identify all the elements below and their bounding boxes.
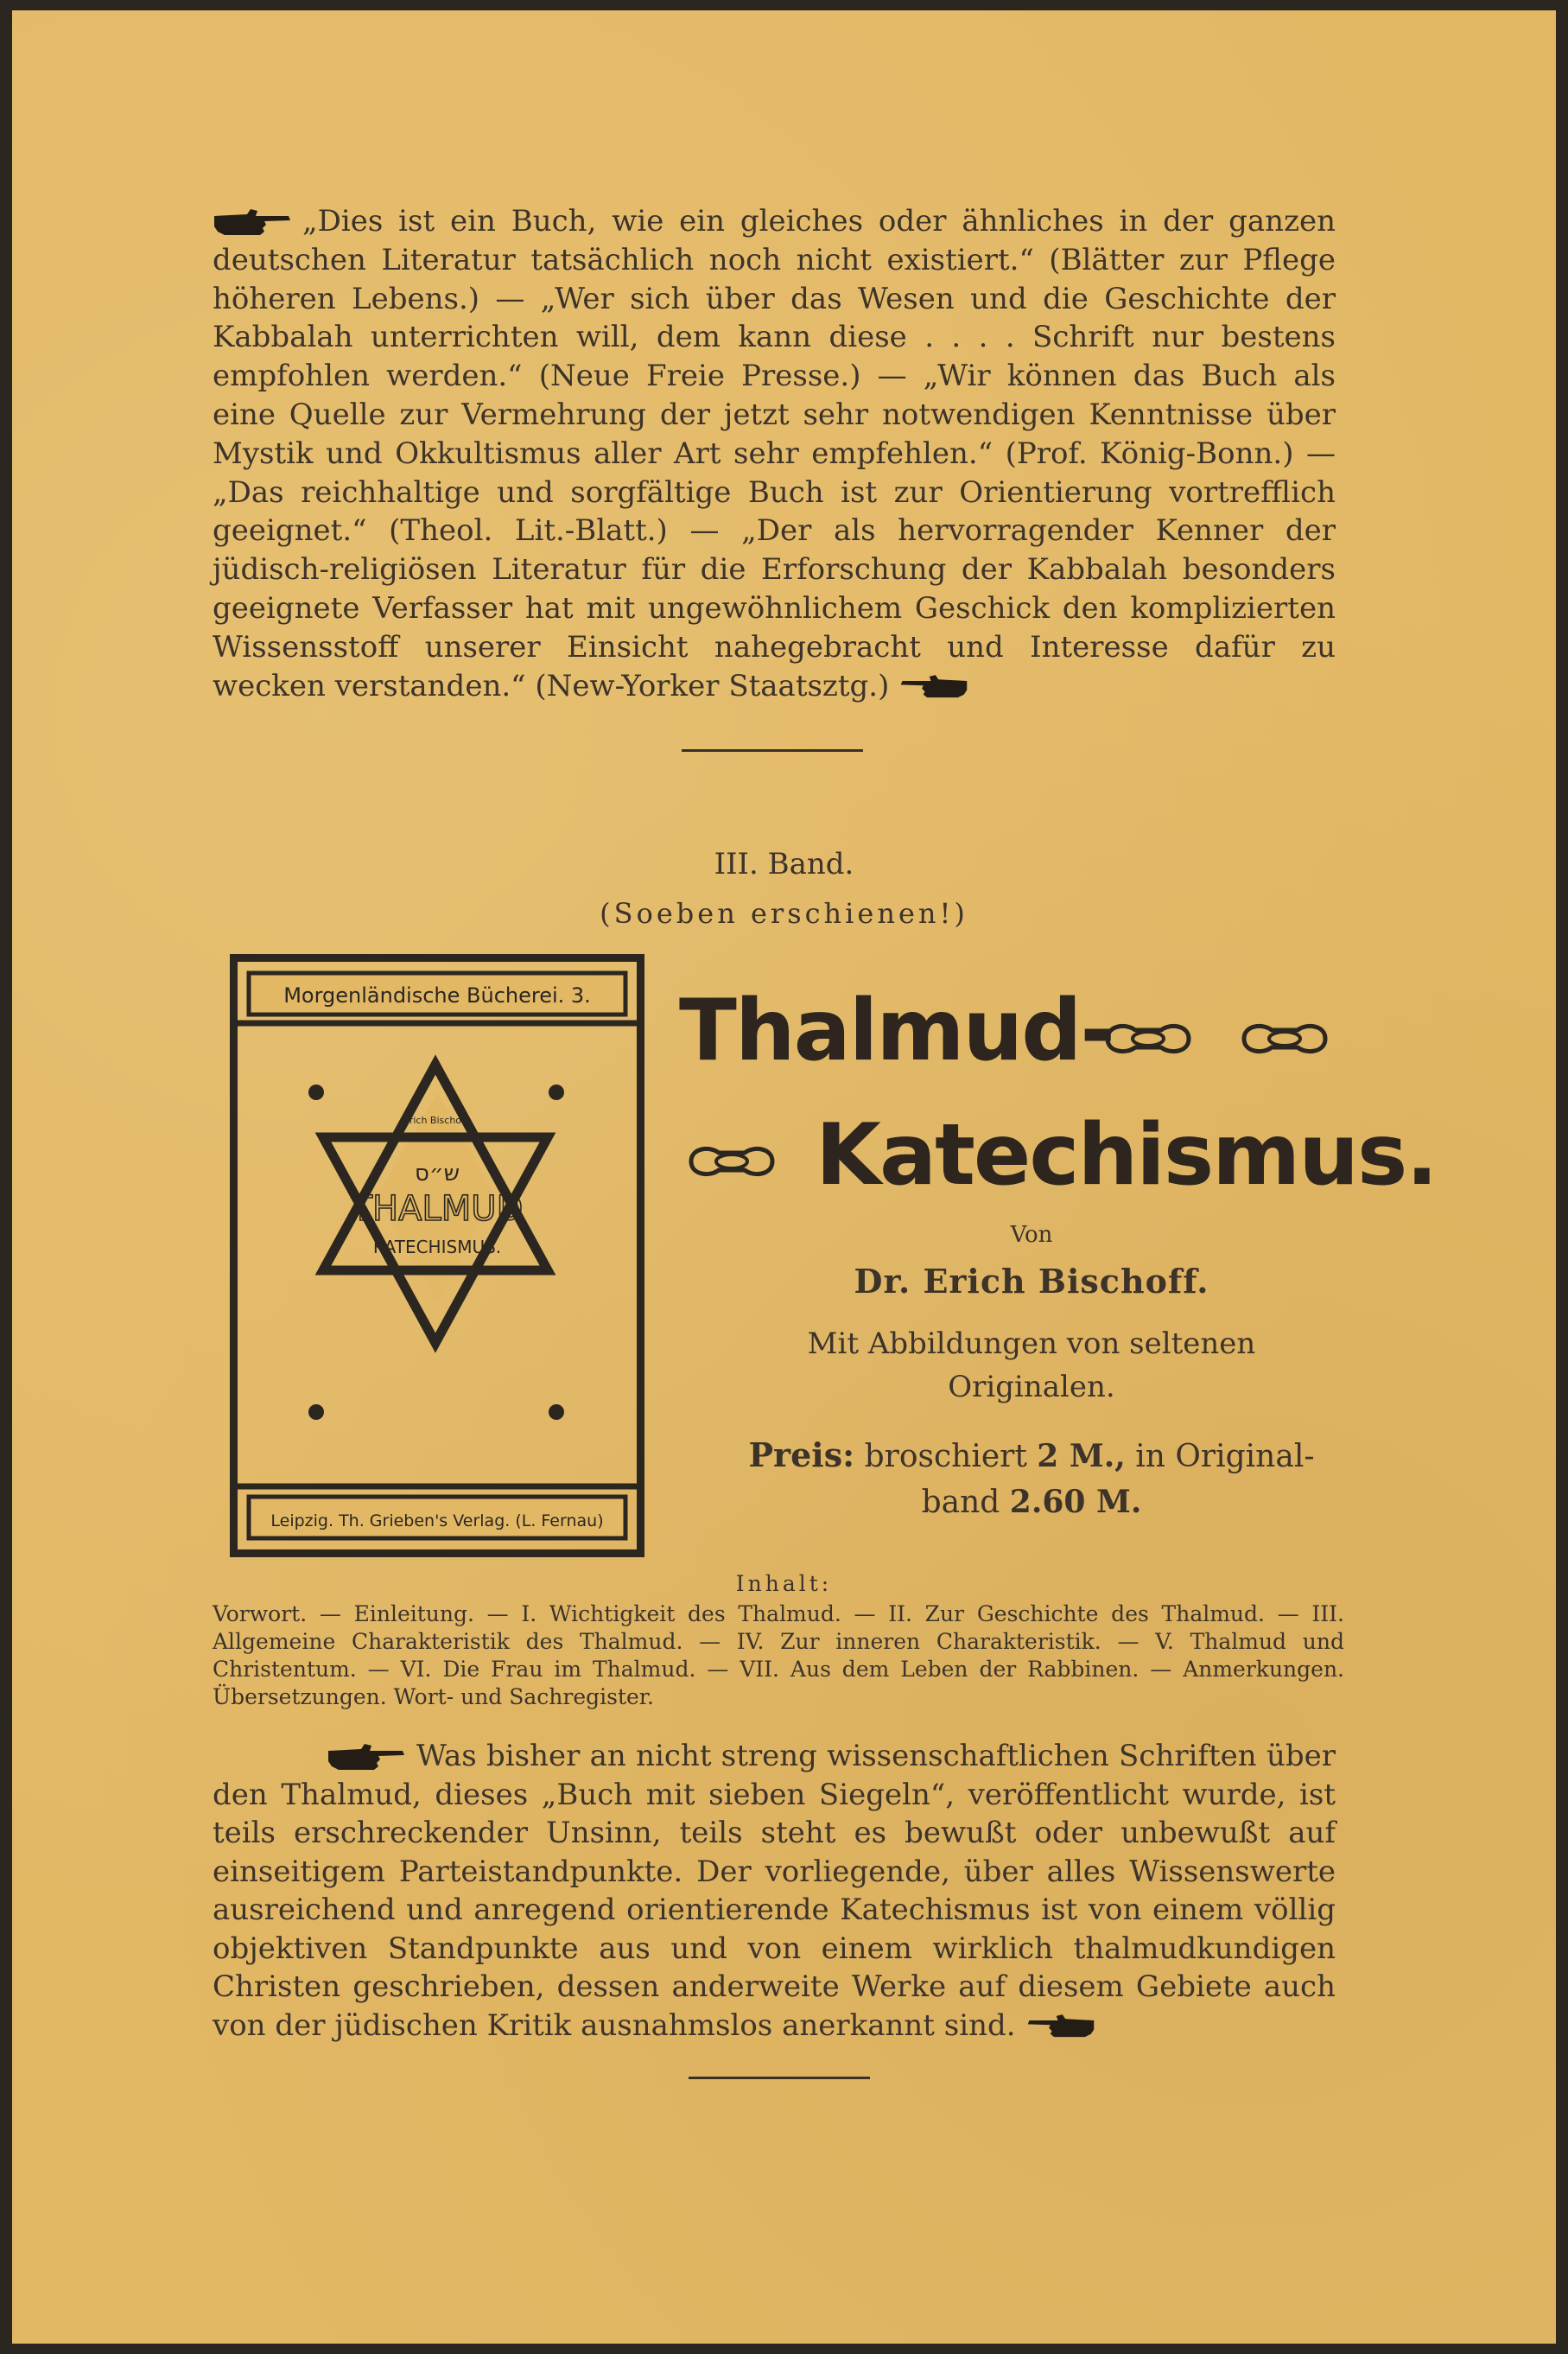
volume-label: III. Band. (714, 847, 854, 881)
book-description-text: Was bisher an nicht streng wissenschaftlichen Schriften über den Thalmud, dieses „Buch mit sieben Siegeln“, veröffentlicht wurde, ist teils erschreckender Unsinn, teils steht es bewußt oder unbewußt auf einseitigem Parteistandpunkte. Der vorliegende, über alles Wissenswerte ausreichend und anregend orientierende Katechismus ist von einem völlig objektiven Standpunkte aus und von einem wirklich thalmudkundigen Christen geschrieben, dessen anderweite Werke auf diesem Gebiete auch von der jüdischen Kritik ausnahmslos anerkannt sind. (213, 1739, 1336, 2043)
divider (682, 749, 863, 752)
book-title-line2: Katechismus. (816, 1106, 1437, 1205)
book-price (686, 1433, 1377, 1525)
cover-hebrew: ש״ס (414, 1161, 460, 1187)
ornament-icon (684, 1141, 779, 1182)
price-text: broschiert (864, 1439, 1027, 1474)
price-paper: 2 M., (1037, 1438, 1126, 1474)
book-illustrations: Mit Abbildungen von seltenen Originalen. (807, 1327, 1256, 1404)
ornament-icon (1237, 1018, 1332, 1059)
ornament-icon (1101, 1018, 1196, 1059)
contents-text: Vorwort. — Einleitung. — I. Wichtigkeit des Thalmud. — II. Zur Geschichte des Thalmud. — III. Allgemeine Charakteristik des Thalmud. — IV. Zur inneren Charakteristik. — V. Thalmud und Christentum. — VI. Die Frau im Thalmud. — VII. Aus dem Leben der Rabbinen. — Anmerkungen. Übersetzungen. Wort- und Sachregister. (213, 1601, 1344, 1709)
cover-publisher: Leipzig. Th. Grieben's Verlag. (L. Fernau) (270, 1511, 604, 1530)
contents-heading: Inhalt: (735, 1571, 833, 1596)
page-sheet (12, 10, 1556, 2344)
book-by: Von (1010, 1222, 1053, 1248)
book-cover (230, 954, 644, 1557)
book-cover-drawing (230, 954, 644, 1557)
price-mid: in Original-band (921, 1439, 1315, 1520)
divider (689, 2077, 870, 2079)
cover-author: Erich Bischoff. (403, 1115, 472, 1126)
review-quotes-text: „Dies ist ein Buch, wie ein gleiches oder ähnliches in der ganzen deutschen Literatur tatsächlich noch nicht existiert.“ (Blätter zur Pflege höheren Lebens.) — „Wer sich über das Wesen und die Geschichte der Kabbalah unterrichten will, dem kann diese . . . . Schrift nur bestens empfohlen werden.“ (Neue Freie Presse.) — „Wir können das Buch als eine Quelle zur Vermehrung der jetzt sehr notwendigen Kenntnisse über Mystik und Okkultismus aller Art sehr empfehlen.“ (Prof. König-Bonn.) — „Das reichhaltige und sorgfältige Buch ist zur Orientierung vortrefflich geeignet.“ (Theol. Lit.-Blatt.) — „Der als hervorragender Kenner der jüdisch-religiösen Literatur für die Erforschung der Kabbalah besonders geeignete Verfasser hat mit ungewöhnlichem Geschick den komplizierten Wissensstoff unserer Einsicht nahegebracht und Interesse dafür zu wecken verstanden.“ (New-Yorker Staatsztg.) (213, 204, 1336, 703)
pointing-hand-icon (213, 207, 292, 239)
cover-title: THALMUD (351, 1189, 524, 1229)
price-bound: 2.60 M. (1009, 1484, 1142, 1520)
cover-series: Morgenländische Bücherei. 3. (283, 983, 591, 1008)
review-quotes (213, 202, 1336, 705)
price-label: Preis: (748, 1435, 855, 1474)
book-description (213, 1737, 1336, 2045)
book-author: Dr. Erich Bischoff. (854, 1262, 1209, 1301)
pointing-hand-icon (1026, 2012, 1106, 2043)
cover-subtitle: KATECHISMUS. (372, 1237, 502, 1257)
book-title-line1: Thalmud- (679, 982, 1114, 1080)
pointing-hand-icon (327, 1742, 406, 1773)
volume-status: (Soeben erschienen!) (600, 897, 968, 930)
pointing-hand-icon (899, 672, 979, 703)
